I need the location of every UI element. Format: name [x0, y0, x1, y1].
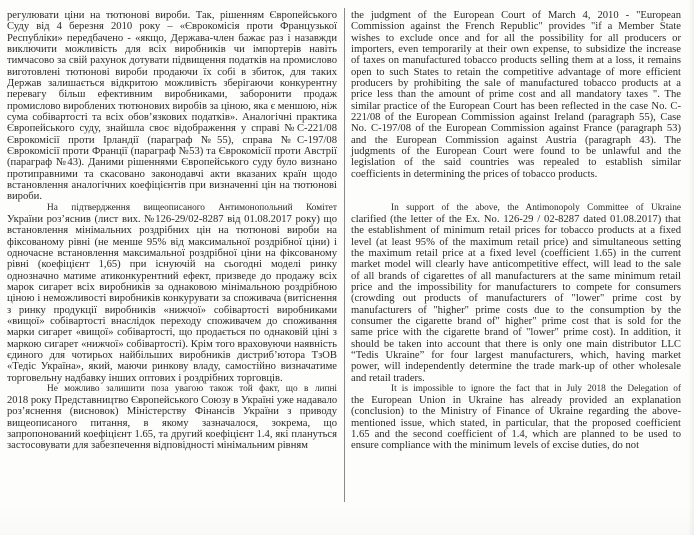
text-line: «вищої» собівартості внаслідок переходу споживачем до споживання — [7, 315, 337, 327]
text-line: ціною і неможливості виробників конкурувати за споживача (витіснення — [7, 293, 337, 305]
text-line: фіксованому рівні (не менше 95% від максимальної роздрібної ціни) і — [7, 236, 337, 248]
text-line: Commission against the French Republic" provides "if a Member State — [351, 21, 681, 33]
text-line: the maximum retail price at a fixed level (coefficient 1.65) in the current — [351, 247, 681, 259]
text-line: coefficients in determining the prices of tobacco products. — [351, 168, 598, 180]
text-line: сума собівартості та всіх обов’язкових податків». Аналогічні практика — [7, 111, 337, 123]
text-line: It is impossible to ignore the fact that in July 2018 the Delegation of — [391, 383, 681, 394]
paragraph — [7, 203, 337, 384]
text-line: price less than the amount of prime cost and all mandatory taxes ". The — [351, 89, 681, 101]
text-line: open to such States to retain the competitive advantage of more efficient — [351, 66, 681, 78]
text-line: legislation of the said countries was repealed to establish similar — [351, 157, 681, 169]
text-line: of taxes on manufactured tobacco products selling them at a loss, it remains — [351, 55, 681, 67]
text-line: the establishment of minimum retail prices for tobacco products at a fixed — [351, 225, 681, 237]
text-line: judgments of the European Court were found to be unlawful and the — [351, 145, 681, 157]
text-line: wishes to exclude once and for all the possibility for all producers or — [351, 32, 681, 44]
text-line: (crowding out products of manufacturers of "lower" prime cost by — [351, 293, 681, 305]
paragraph — [351, 10, 681, 180]
text-line: Республіки» передбачено - «якщо, Держава-член бажає раз і назавжди — [7, 32, 337, 44]
text-line: марок сигарет всіх виробників за однаковою мінімальною роздрібною — [7, 281, 337, 293]
text-line: manufacturers of "higher" prime costs due to the consumption by the — [351, 304, 681, 316]
english-text-column — [351, 10, 681, 452]
text-line: марки сигарет «вищої» собівартості, що продається по однаковій ціні з — [7, 327, 337, 339]
text-line: the European Union in Ukraine has already provided an explanation — [351, 395, 681, 407]
text-line: торговельну надбавку інших оптових і роздрібних торговців. — [7, 372, 283, 384]
paragraph — [7, 10, 337, 203]
text-line: of all brands of cigarettes of all manufacturers at the same minimum retail — [351, 270, 681, 282]
text-line: mentioned issue, which stated, in particular, that the proposed coefficient — [351, 417, 681, 429]
text-line: України роз’яснив (лист вих. №126-29/02-8287 від 01.08.2017 року) що — [7, 213, 337, 225]
text-line: встановлення аналогічних коефіцієнтів при визначенні цін на тютюнові — [7, 179, 337, 191]
text-line: should be taken into account that there is only one main distributor LLC — [351, 338, 681, 350]
page-bottom-shade — [0, 505, 694, 535]
paragraph — [351, 203, 681, 384]
text-line: регулювати ціни на тютюнові вироби. Так, рішенням Європейського — [7, 10, 337, 21]
text-line: Суду від 4 березня 2010 року – «Єврокомісія проти Французької — [7, 21, 337, 33]
text-line: the judgment of the European Court of March 4, 2010 - "European — [351, 10, 681, 21]
text-line: No. C-197/08 of the European Commission against France (paragraph 53) — [351, 123, 681, 135]
text-line: producers by prohibiting the sale of manufactured tobacco products at a — [351, 77, 681, 89]
text-line: запропонований коефіцієнт 1.65, та другий коефіцієнт 1.4, які плануться — [7, 429, 337, 441]
text-line: Єврокомісії проти Франції (параграф №53) та Єврокомісії проти Австрії — [7, 145, 337, 157]
ukrainian-text-column — [7, 10, 337, 452]
text-line: роз’яснення (висновок) Міністерству Фінансів України з приводу — [7, 406, 337, 418]
text-line: вищеописаного питання, в якому зазначалося, зокрема, що — [7, 417, 337, 429]
text-line: clarified (the letter of the Ex. No. 126-29 / 02-8287 dated 01.08.2017) that — [351, 213, 681, 225]
text-line: same price with the cigarette brand of "lower" prime cost). In addition, it — [351, 327, 681, 339]
text-line: з ринку продукції виробників «нижчої» собівартості виробниками — [7, 304, 337, 316]
text-line: встановлення мінімальних роздрібних цін на тютюнові вироби на — [7, 225, 337, 237]
text-line: «Тедіс Україна», який, маючи ринкову владу, самостійно визначатиме — [7, 361, 337, 373]
text-line: Держав залишається відкритою можливість зберігаючи конкурентну — [7, 77, 337, 89]
text-line: Не можливо залишити поза увагою також той факт, що в липні — [47, 383, 337, 394]
text-line: рівні (коефіцієнт 1,65) при існуючій на сьогодні моделі ринку — [7, 259, 337, 271]
text-line: тимчасово за свій рахунок дотувати підвищення податків на промислово — [7, 55, 337, 67]
text-line: power, will independently determine the trade mark-up of other wholesale — [351, 361, 681, 373]
text-line: and retail traders. — [351, 372, 425, 384]
text-line: market model will clearly have anticompetitive effect, will lead to the sale — [351, 259, 681, 271]
text-line: промислово вироблених тютюнових виробів за ціною, яка є меншою, ніж — [7, 100, 337, 112]
text-line: consumer the cigarette brand of" higher" prime cost that is sold for the — [351, 315, 681, 327]
text-line: На підтвердження вищеописаного Антимонопольний Комітет — [47, 202, 337, 213]
column-divider — [344, 8, 345, 502]
paragraph-spacing — [351, 180, 681, 203]
text-line: Єврокомісії проти Ірландії (параграф №55), справа №С-197/08 — [7, 134, 337, 146]
text-line: level (at least 95% of the maximum retail price) and simultaneous setting — [351, 236, 681, 248]
text-line: importers, even temporarily at their own expense, to subsidize the increase — [351, 43, 681, 55]
text-line: одночасне встановлення максимальної роздрібної ціни на фіксованому — [7, 247, 337, 259]
text-line: перевагу більш ефективним виробниками, заборонити продаж — [7, 89, 337, 101]
text-line: price and the impossibility for manufacturers to compete for consumers — [351, 281, 681, 293]
text-line: ensure compliance with the minimum levels of excise duties, do not — [351, 440, 640, 452]
text-line: вироби. — [7, 191, 42, 203]
text-line: застосовувати для забезпечення відповідності мінімальним рівням — [7, 440, 308, 452]
text-line: and the European Commission against Austria (paragraph 43). The — [351, 134, 681, 146]
text-line: маркою сигарет «нижчої» собівартості). Крім того враховуючи наявність — [7, 338, 337, 350]
text-line: однозначно матиме атиконкурентний ефект, призведе до продажу всіх — [7, 270, 337, 282]
text-line: виготовлені тютюнові вироби продаючи їх собі в збиток, для таких — [7, 66, 337, 78]
text-line: (conclusion) to the Ministry of Finance of Ukraine regarding the above- — [351, 406, 681, 418]
text-line: “Tedis Ukraine” for four largest manufacturers, which, having market — [351, 349, 681, 361]
page-edge-shadow — [688, 0, 694, 535]
text-line: виключити можливість для всіх виробників чи імпортерів навіть — [7, 43, 337, 55]
text-line: протиправними та скасовано законодавчі акти вказаних країн щодо — [7, 168, 337, 180]
text-line: In support of the above, the Antimonopoly Committee of Ukraine — [391, 202, 681, 213]
text-line: 1.65 and the second coefficient of 1.4, which are planned to be used to — [351, 429, 681, 441]
paragraph — [7, 384, 337, 452]
text-line: 2018 року Представництво Європейського Союзу в Україні уже надавало — [7, 395, 338, 407]
text-line: Європейського суду, знайшла своє відображення у справі №С-221/08 — [7, 123, 337, 135]
paragraph — [351, 384, 681, 452]
text-line: 221/08 of the European Commission against Ireland (paragraph 55), Case — [351, 111, 681, 123]
text-line: єдиного для чотирьох найбільших виробників дистриб’ютора ТзОВ — [7, 349, 337, 361]
text-line: similar practice of the European Court has been reflected in the case No. C- — [351, 100, 681, 112]
text-line: (параграф №43). Даними рішеннями Європейського суду було визнано — [7, 157, 337, 169]
